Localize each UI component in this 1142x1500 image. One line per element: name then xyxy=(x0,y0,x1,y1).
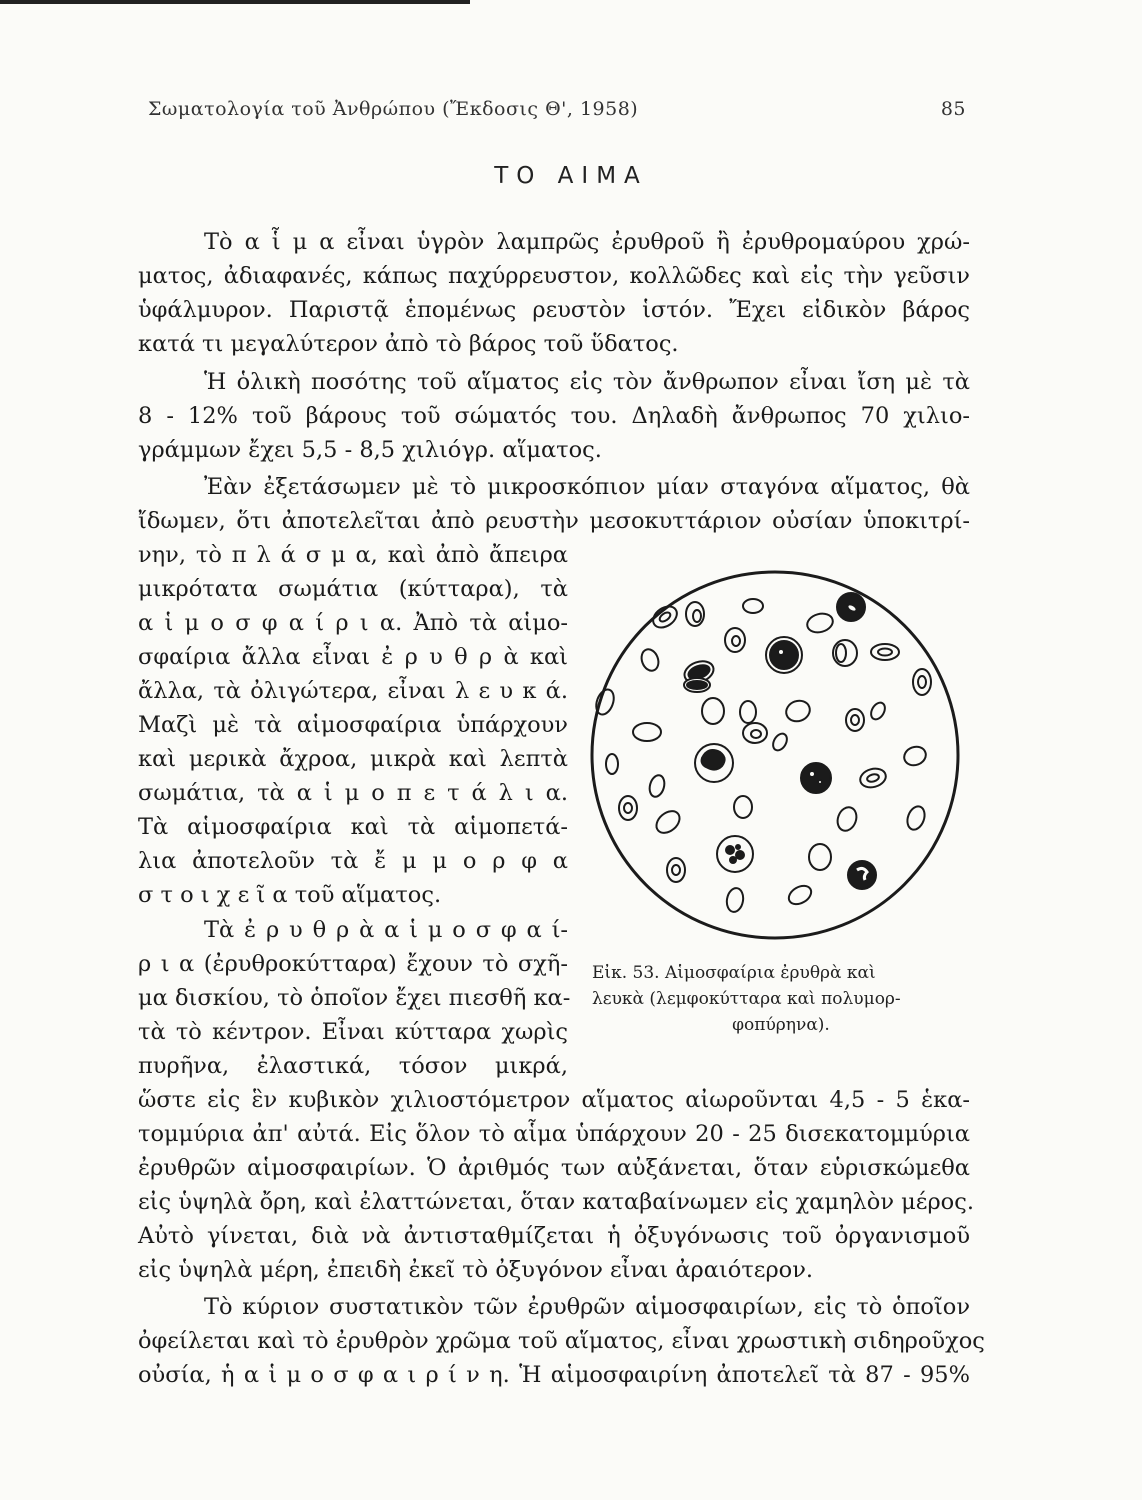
red-blood-cell xyxy=(725,628,745,652)
text-line: καὶ μερικὰ ἄχροα, μικρὰ καὶ λεπτὰ xyxy=(138,746,568,772)
text-line: ἄλλα, τὰ ὀλιγώτερα, εἶναι λ ε υ κ ά. xyxy=(138,678,568,704)
red-blood-cell xyxy=(649,602,681,632)
text-line: ἴδωμεν, ὅτι ἀποτελεῖται ἀπὸ ρευστὴν μεσοκυττάριον οὐσίαν ὑποκιτρί- xyxy=(138,508,970,534)
red-blood-cell xyxy=(858,766,888,790)
red-blood-cell xyxy=(846,709,864,731)
text-line: Μαζὶ μὲ τὰ αἱμοσφαίρια ὑπάρχουν xyxy=(138,712,568,738)
text-line: Τὸ α ἷ μ α εἶναι ὑγρὸν λαμπρῶς ἐρυθροῦ ἢ ἐρυθρομαύρου χρώ- xyxy=(204,229,970,255)
text-line: οὐσία, ἡ α ἱ μ ο σ φ α ι ρ ί ν η. Ἡ αἱμοσφαιρίνη ἀποτελεῖ τὰ 87 - 95% xyxy=(138,1362,970,1388)
text-line: ἐρυθρῶν αἱμοσφαιρίων. Ὁ ἀριθμός των αὐξάνεται, ὅταν εὑρισκώμεθα xyxy=(138,1155,970,1181)
white-blood-cell xyxy=(766,637,802,673)
microscope-field xyxy=(592,572,958,938)
red-blood-cell xyxy=(702,698,724,724)
red-blood-cell xyxy=(786,882,815,908)
red-blood-cell xyxy=(913,669,931,695)
text-line: τὰ τὸ κέντρον. Εἶναι κύτταρα χωρὶς xyxy=(138,1019,568,1045)
white-blood-cell xyxy=(833,640,857,666)
red-blood-cell xyxy=(725,887,745,913)
page-number: 85 xyxy=(940,98,966,120)
white-blood-cell xyxy=(837,593,865,621)
text-line: ὀφείλεται καὶ τὸ ἐρυθρὸν χρῶμα τοῦ αἵματος, εἶναι χρωστικὴ σιδηροῦχος xyxy=(138,1328,985,1354)
text-line: ματος, ἀδιαφανές, κάπως παχύρρευστον, κολλῶδες καὶ εἰς τὴν γεῦσιν xyxy=(138,263,970,289)
text-line: πυρῆνα, ἐλαστικά, τόσον μικρά, xyxy=(138,1053,568,1079)
text-line: μα δισκίου, τὸ ὁποῖον ἔχει πιεσθῆ κα- xyxy=(138,985,571,1011)
text-line: τομμύρια ἀπ' αὐτά. Εἰς ὅλον τὸ αἷμα ὑπάρχουν 20 - 25 δισεκατομμύρια xyxy=(138,1121,970,1147)
text-line: ὥστε εἰς ἓν κυβικὸν χιλιοστόμετρον αἵματος αἰωροῦνται 4,5 - 5 ἑκα- xyxy=(138,1087,970,1113)
white-blood-cell xyxy=(848,861,876,889)
red-blood-cell xyxy=(834,805,859,834)
text-line: ρ ι α (ἐρυθροκύτταρα) ἔχουν τὸ σχῆ- xyxy=(138,951,568,977)
red-blood-cell xyxy=(805,611,835,635)
blood-cells-figure xyxy=(580,560,970,950)
text-line: Τὰ ἐ ρ υ θ ρ ὰ α ἱ μ ο σ φ α ί- xyxy=(204,917,568,943)
red-blood-cell xyxy=(770,731,789,753)
text-line: σ τ ο ι χ ε ῖ α τοῦ αἵματος. xyxy=(138,882,442,908)
red-blood-cell xyxy=(734,796,752,818)
scan-edge-mark xyxy=(0,0,470,4)
text-line: ὑφάλμυρον. Παριστᾷ ἑπομένως ρευστὸν ἱστόν. Ἔχει εἰδικὸν βάρος xyxy=(138,297,970,323)
red-blood-cell xyxy=(902,744,929,768)
text-line: κατά τι μεγαλύτερον ἀπὸ τὸ βάρος τοῦ ὕδατος. xyxy=(138,331,679,357)
red-blood-cell xyxy=(647,774,666,799)
caption-line: Εἰκ. 53. Αἱμοσφαίρια ἐρυθρὰ καὶ xyxy=(592,963,876,983)
red-blood-cell xyxy=(783,697,812,724)
text-line: Αὐτὸ γίνεται, διὰ νὰ ἀντισταθμίζεται ἡ ὀξυγόνωσις τοῦ ὀργανισμοῦ xyxy=(138,1223,970,1249)
chapter-title: ΤΟ ΑΙΜΑ xyxy=(494,163,648,189)
white-blood-cell xyxy=(684,678,710,692)
text-line: σωμάτια, τὰ α ἱ μ ο π ε τ ά λ ι α. xyxy=(138,780,568,806)
caption-line: φοπύρηνα). xyxy=(732,1015,830,1035)
text-line: σφαίρια ἄλλα εἶναι ἐ ρ υ θ ρ ὰ καὶ xyxy=(138,644,568,670)
red-blood-cell xyxy=(652,807,683,838)
red-blood-cell xyxy=(606,754,618,774)
red-blood-cell xyxy=(639,647,662,673)
figure-caption xyxy=(592,960,970,1038)
text-line: 8 - 12% τοῦ βάρους τοῦ σώματός του. Δηλαδὴ ἄνθρωπος 70 χιλιο- xyxy=(138,403,970,429)
text-line: γράμμων ἔχει 5,5 - 8,5 χιλιόγρ. αἵματος. xyxy=(138,437,602,463)
white-blood-cell xyxy=(717,836,753,872)
red-blood-cell xyxy=(904,804,927,832)
text-line: Τὰ αἱμοσφαίρια καὶ τὰ αἱμοπετά- xyxy=(138,814,568,840)
red-blood-cell xyxy=(667,858,685,882)
text-line: εἰς ὑψηλὰ ὄρη, καὶ ἐλαττώνεται, ὅταν καταβαίνωμεν εἰς χαμηλὸν μέρος. xyxy=(138,1189,974,1215)
text-line: Ἡ ὁλικὴ ποσότης τοῦ αἵματος εἰς τὸν ἄνθρωπον εἶναι ἴση μὲ τὰ xyxy=(204,369,970,395)
running-title: Σωματολογία τοῦ Ἀνθρώπου (Ἔκδοσις Θ', 1958) xyxy=(148,98,639,120)
text-line: α ἱ μ ο σ φ α ί ρ ι α. Ἀπὸ τὰ αἱμο- xyxy=(138,610,568,636)
red-blood-cell xyxy=(619,796,637,820)
red-blood-cell xyxy=(871,644,899,660)
red-blood-cell xyxy=(743,599,763,613)
red-blood-cell xyxy=(743,723,767,743)
text-line: μικρότατα σωμάτια (κύτταρα), τὰ xyxy=(138,576,568,602)
text-line: Ἐὰν ἐξετάσωμεν μὲ τὸ μικροσκόπιον μίαν σταγόνα αἵματος, θὰ xyxy=(204,474,970,500)
text-line: εἰς ὑψηλὰ μέρη, ἐπειδὴ ἐκεῖ τὸ ὀξυγόνον εἶναι ἀραιότερον. xyxy=(138,1257,814,1283)
red-blood-cell xyxy=(868,700,887,722)
text-line: νην, τὸ π λ ά σ μ α, καὶ ἀπὸ ἄπειρα xyxy=(138,542,568,568)
red-blood-cell xyxy=(809,844,831,870)
red-blood-cell xyxy=(740,701,756,723)
red-blood-cell xyxy=(686,602,704,626)
white-blood-cell xyxy=(695,744,733,782)
red-blood-cell xyxy=(633,723,661,741)
white-blood-cell xyxy=(801,763,831,793)
running-header xyxy=(148,98,966,128)
caption-line: λευκὰ (λεμφοκύτταρα καὶ πολυμορ- xyxy=(592,989,901,1009)
text-line: λια ἀποτελοῦν τὰ ἔ μ μ ο ρ φ α xyxy=(138,848,568,874)
text-line: Τὸ κύριον συστατικὸν τῶν ἐρυθρῶν αἱμοσφαιρίων, εἰς τὸ ὁποῖον xyxy=(204,1294,970,1320)
